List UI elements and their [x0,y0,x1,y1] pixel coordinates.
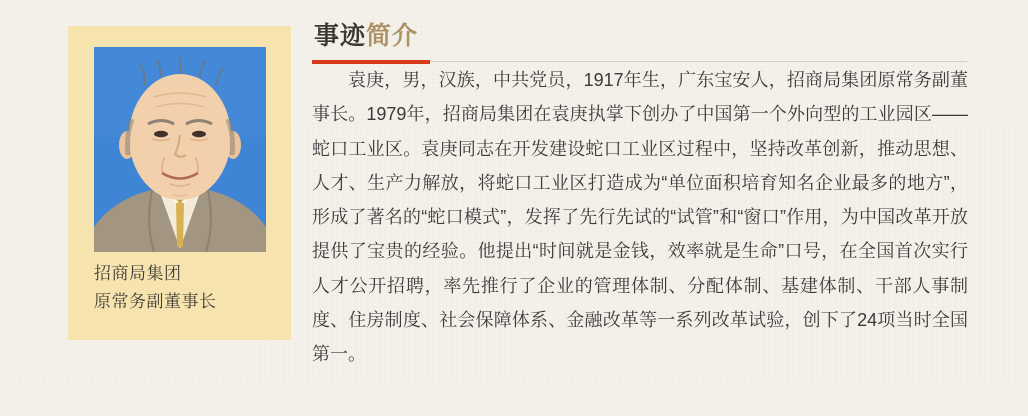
portrait-photo [94,47,266,252]
caption-organization: 招商局集团 [94,264,182,283]
divider-hairline [430,61,967,62]
section-title-primary: 事迹 [314,22,367,50]
photo-caption [94,260,279,316]
profile-card [68,26,291,340]
section-title [314,21,418,51]
portrait-illustration [94,47,266,252]
section-title-secondary: 简介 [366,22,419,50]
caption-title: 原常务副董事长 [94,292,217,311]
biography-paragraph: 袁庚，男，汉族，中共党员，1917年生，广东宝安人，招商局集团原常务副董事长。1979年，招商局集团在袁庚执掌下创办了中国第一个外向型的工业园区——蛇口工业区。袁庚同志在开发建设蛇口工业区过程中，坚持改革创新，推动思想、人才、生产力解放，将蛇口工业区打造成为“单位面积培育知名企业最多的地方”，形成了著名的“蛇口模式”，发挥了先行先试的“试管”和“窗口”作用，为中国改革开放提供了宝贵的经验。他提出“时间就是金钱，效率就是生命”口号，在全国首次实行人才公开招聘，率先推行了企业的管理体制、分配体制、基建体制、干部人事制度、住房制度、社会保障体系、金融改革等一系列改革试验，创下了24项当时全国第一。 [312,70,968,365]
